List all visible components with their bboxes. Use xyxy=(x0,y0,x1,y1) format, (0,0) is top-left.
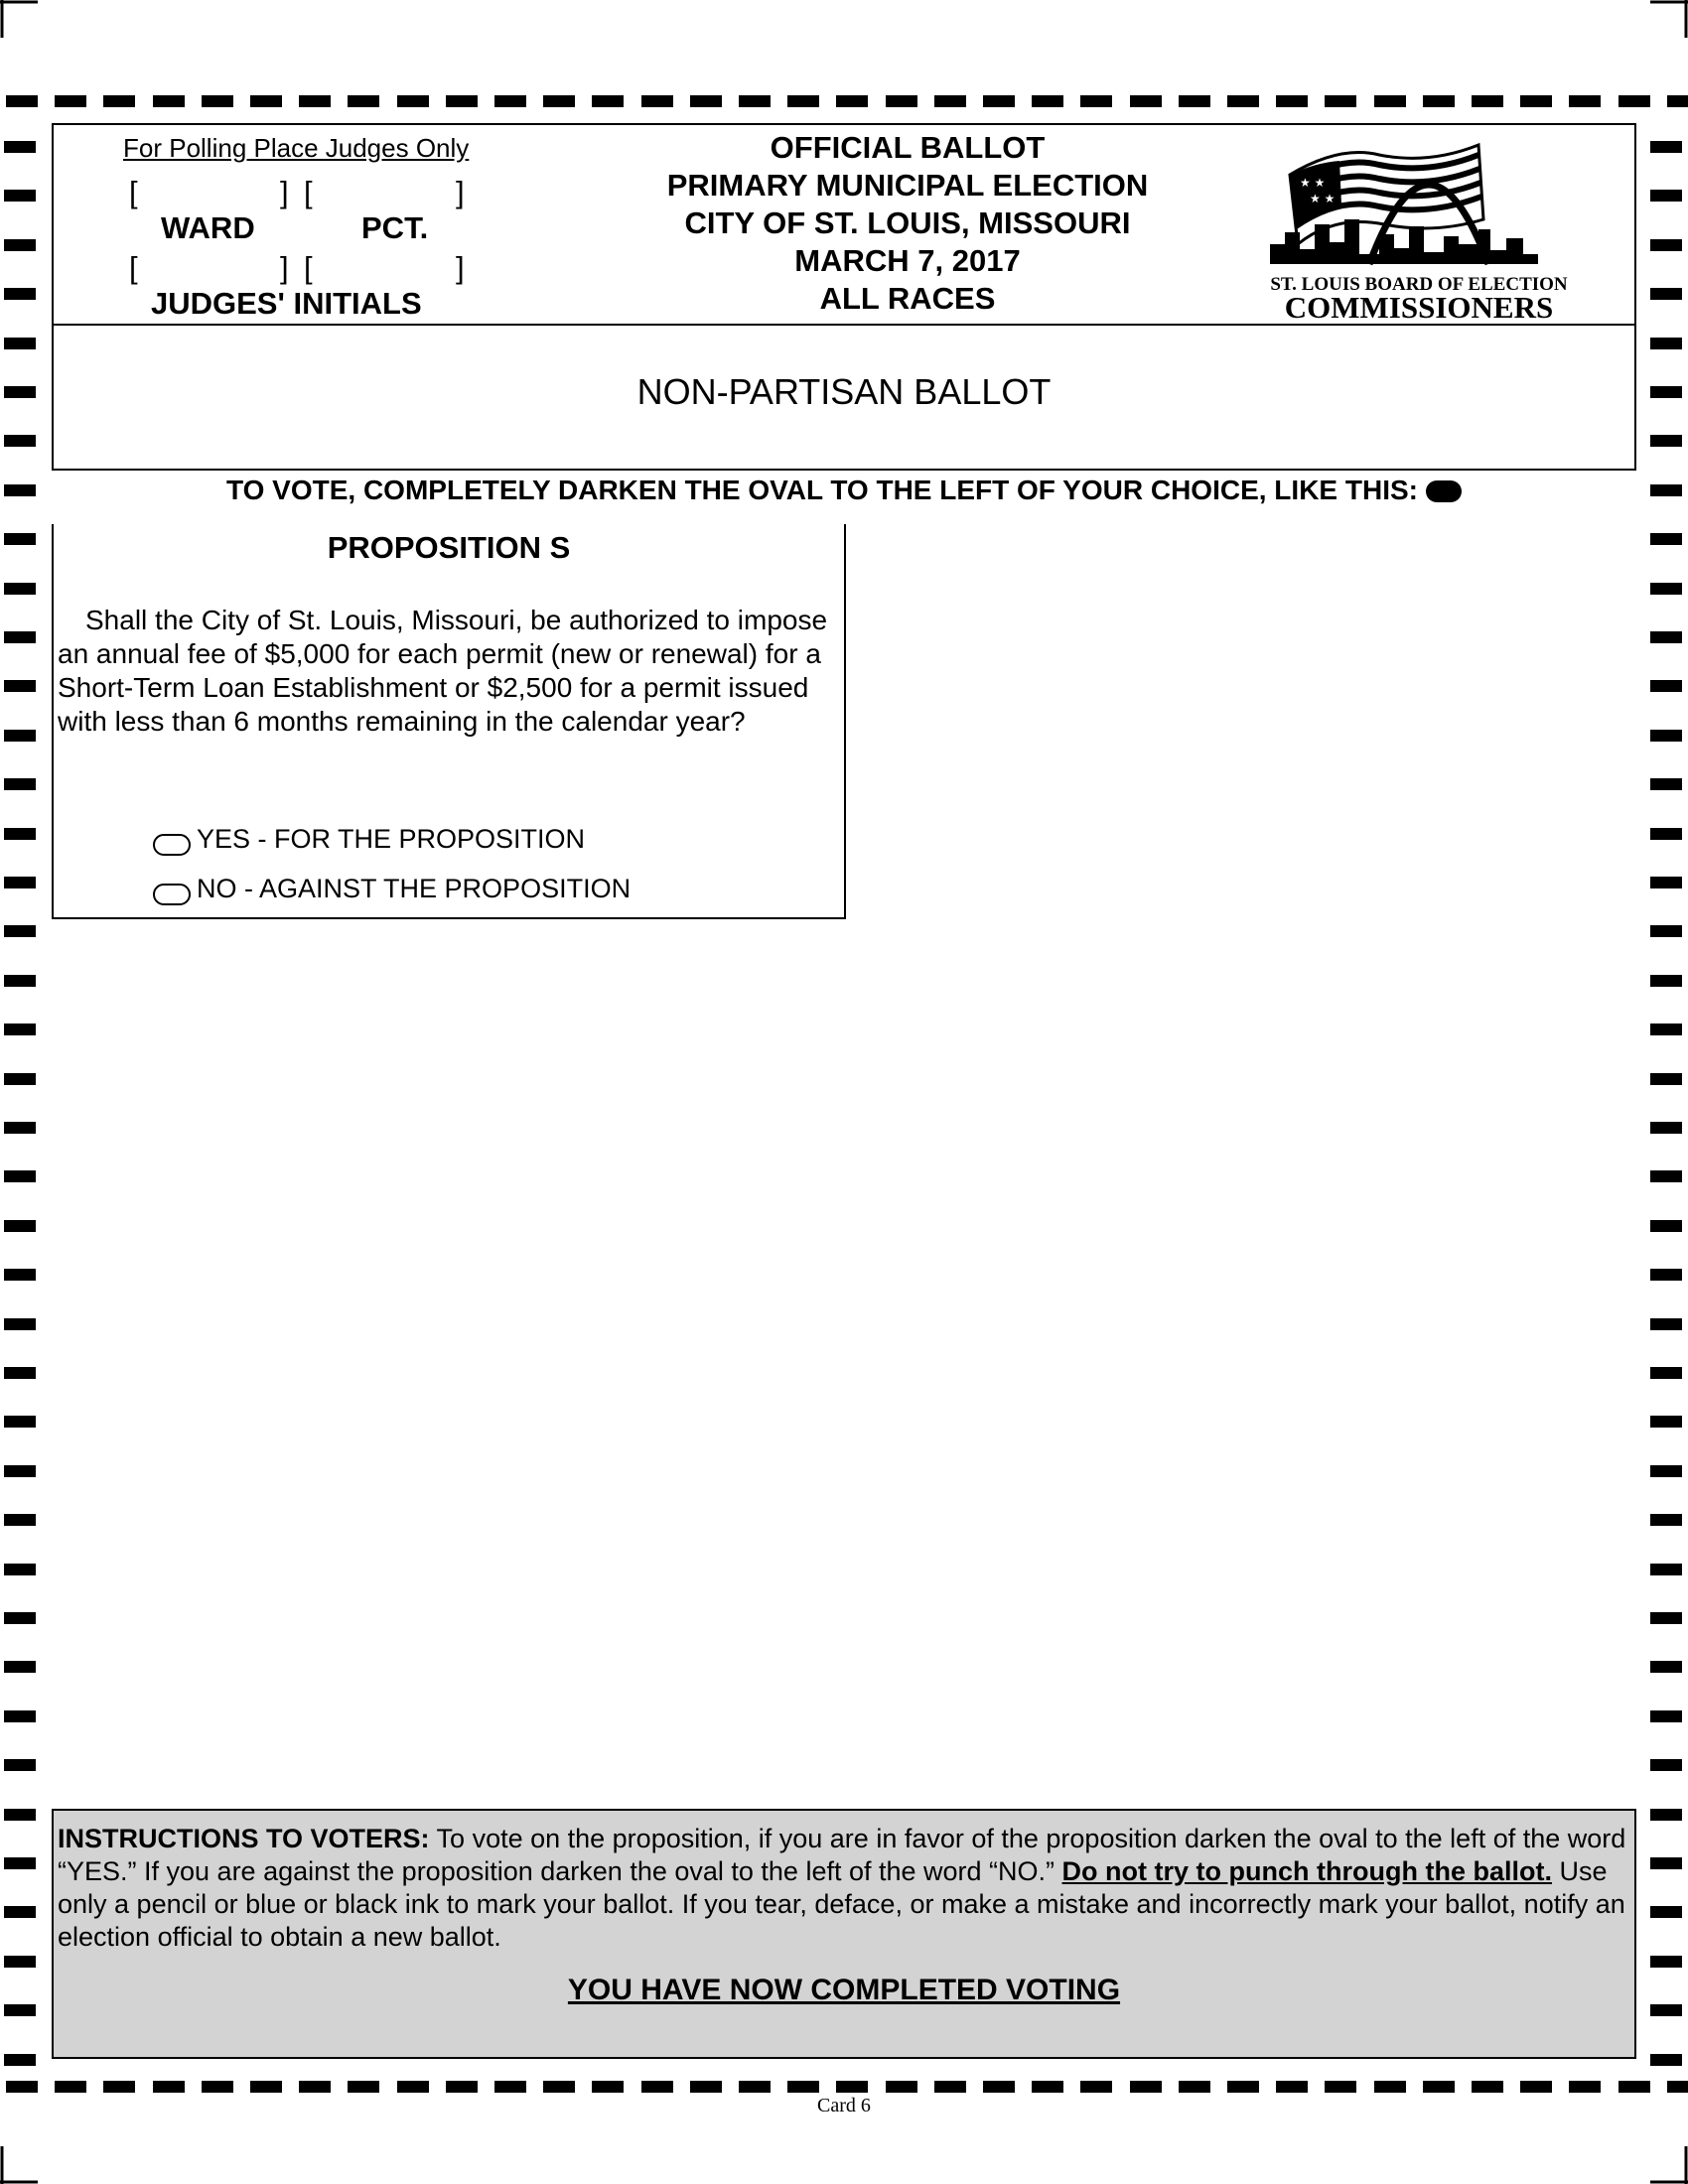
choice-no[interactable] xyxy=(153,874,631,905)
title-line-5: ALL RACES xyxy=(819,281,996,316)
choice-yes[interactable] xyxy=(153,824,585,856)
timing-mark xyxy=(836,95,868,107)
timing-mark xyxy=(1618,2081,1650,2093)
timing-mark xyxy=(1423,2081,1455,2093)
timing-mark xyxy=(4,1514,36,1526)
timing-mark xyxy=(1650,1564,1682,1575)
ballot-header: For Polling Place Judges Only [ ] [ ] WARD PCT. [ ] [ ] JUDGES' INITIALS OFFICIAL BALLOT PRIMARY MUNICIPAL ELECTION CITY OF ST. LOUIS, MISSOURI MARCH 7, 2017 ALL RACES ★ ★ ★ ★ ST. LOUIS BOARD OF ELECTION COMMISSIONERS NON-PARTISAN BALLOT xyxy=(52,123,1636,471)
timing-mark xyxy=(1650,1514,1682,1526)
timing-mark xyxy=(4,1416,36,1428)
filled-oval-example-icon xyxy=(1426,480,1462,502)
timing-mark xyxy=(446,2081,478,2093)
timing-mark xyxy=(202,2081,233,2093)
timing-mark xyxy=(1650,1170,1682,1182)
timing-mark xyxy=(1650,435,1682,447)
timing-mark xyxy=(787,95,819,107)
timing-mark xyxy=(1650,680,1682,692)
proposition-title: PROPOSITION S xyxy=(327,530,571,565)
timing-mark xyxy=(1650,925,1682,937)
timing-mark xyxy=(1179,95,1210,107)
timing-mark xyxy=(1032,2081,1063,2093)
title-line-2: PRIMARY MUNICIPAL ELECTION xyxy=(666,168,1149,203)
timing-mark xyxy=(397,2081,429,2093)
timing-mark xyxy=(1650,190,1682,202)
timing-mark xyxy=(1667,2081,1688,2093)
timing-mark xyxy=(4,288,36,300)
timing-mark xyxy=(1130,95,1162,107)
timing-mark xyxy=(1227,2081,1259,2093)
timing-mark xyxy=(1650,1906,1682,1918)
timing-mark xyxy=(1650,1710,1682,1722)
timing-mark xyxy=(1650,1073,1682,1085)
timing-mark xyxy=(1667,95,1688,107)
timing-mark xyxy=(1374,95,1406,107)
timing-marks-top xyxy=(0,95,1688,107)
logo-text-line-2: COMMISSIONERS xyxy=(1284,290,1554,324)
timing-mark xyxy=(1650,2004,1682,2016)
timing-mark xyxy=(1650,141,1682,153)
timing-mark xyxy=(934,95,966,107)
timing-mark xyxy=(1325,95,1356,107)
timing-mark xyxy=(1650,386,1682,398)
timing-mark xyxy=(6,95,38,107)
timing-mark xyxy=(4,1809,36,1821)
completed-voting-message: YOU HAVE NOW COMPLETED VOTING xyxy=(567,1974,1121,2006)
timing-mark xyxy=(4,631,36,643)
timing-mark xyxy=(1227,95,1259,107)
timing-mark xyxy=(4,1857,36,1869)
timing-mark xyxy=(1520,95,1552,107)
timing-mark xyxy=(348,2081,379,2093)
timing-mark xyxy=(4,680,36,692)
timing-mark xyxy=(299,95,331,107)
timing-mark xyxy=(4,1122,36,1134)
timing-mark xyxy=(348,95,379,107)
timing-mark xyxy=(1650,2054,1682,2066)
timing-mark xyxy=(690,95,722,107)
timing-mark xyxy=(1032,95,1063,107)
timing-mark xyxy=(1472,2081,1503,2093)
timing-mark xyxy=(787,2081,819,2093)
timing-mark xyxy=(1650,1661,1682,1673)
timing-mark xyxy=(4,778,36,790)
timing-mark xyxy=(4,1170,36,1182)
timing-mark xyxy=(1650,1318,1682,1330)
timing-mark xyxy=(4,190,36,202)
timing-mark xyxy=(1650,1857,1682,1869)
timing-mark xyxy=(4,1318,36,1330)
timing-mark xyxy=(886,95,917,107)
timing-mark xyxy=(1276,95,1308,107)
timing-mark xyxy=(299,2081,331,2093)
timing-marks-left xyxy=(0,129,40,2075)
timing-mark xyxy=(886,2081,917,2093)
timing-mark xyxy=(4,386,36,398)
svg-text:★ ★: ★ ★ xyxy=(1310,192,1336,205)
timing-mark xyxy=(1650,583,1682,595)
timing-mark xyxy=(4,1956,36,1968)
timing-mark xyxy=(739,95,771,107)
card-label: Card 6 xyxy=(817,2095,871,2116)
vote-oval-yes[interactable] xyxy=(153,834,191,856)
timing-mark xyxy=(397,95,429,107)
timing-mark xyxy=(4,1073,36,1085)
timing-mark xyxy=(4,435,36,447)
timing-mark xyxy=(1569,95,1601,107)
timing-mark xyxy=(4,730,36,742)
timing-mark xyxy=(1325,2081,1356,2093)
timing-mark xyxy=(4,533,36,545)
timing-mark xyxy=(1423,95,1455,107)
timing-mark xyxy=(494,95,526,107)
crop-mark-top-left xyxy=(0,0,40,40)
timing-mark xyxy=(543,95,575,107)
timing-mark xyxy=(1520,2081,1552,2093)
timing-mark xyxy=(1276,2081,1308,2093)
timing-mark xyxy=(153,95,185,107)
proposition-question: Shall the City of St. Louis, Missouri, be authorized to impose an annual fee of $5,000 for each permit (new or renewal) for a Short-Term Loan Establishment or $2,500 for a permit issued with less than 6 months remaining in the calendar year? xyxy=(58,605,828,737)
timing-mark xyxy=(4,1024,36,1035)
timing-mark xyxy=(4,975,36,987)
timing-mark xyxy=(4,1710,36,1722)
vote-instruction-text: TO VOTE, COMPLETELY DARKEN THE OVAL TO THE LEFT OF YOUR CHOICE, LIKE THIS: xyxy=(226,475,1418,505)
timing-mark xyxy=(1650,1220,1682,1232)
timing-mark xyxy=(1650,730,1682,742)
title-line-1: OFFICIAL BALLOT xyxy=(770,130,1046,165)
pct-label: PCT. xyxy=(361,210,429,245)
timing-mark xyxy=(4,239,36,251)
timing-mark xyxy=(4,1367,36,1379)
timing-mark xyxy=(1650,484,1682,496)
timing-mark xyxy=(641,95,673,107)
timing-mark xyxy=(1569,2081,1601,2093)
timing-mark xyxy=(1650,338,1682,349)
timing-mark xyxy=(1650,877,1682,888)
title-line-3: CITY OF ST. LOUIS, MISSOURI xyxy=(684,205,1131,240)
timing-mark xyxy=(4,1564,36,1575)
timing-mark xyxy=(1650,1956,1682,1968)
crop-mark-bottom-left xyxy=(0,2144,40,2184)
judges-initials-label: JUDGES' INITIALS xyxy=(151,286,422,321)
timing-mark xyxy=(4,2054,36,2066)
crop-mark-top-right xyxy=(1648,0,1688,40)
timing-mark xyxy=(4,877,36,888)
timing-mark xyxy=(4,338,36,349)
instructions-body-2: Use only a pencil or blue or black ink to mark your ballot. If you tear, deface, or make a mistake and incorrectly mark your ballot, notify an election official to obtain a new ballot. xyxy=(58,1856,1625,1952)
election-board-logo xyxy=(1230,125,1608,324)
timing-mark xyxy=(1650,1759,1682,1771)
timing-mark xyxy=(6,2081,38,2093)
timing-mark xyxy=(1080,2081,1112,2093)
timing-mark xyxy=(836,2081,868,2093)
timing-mark xyxy=(4,1269,36,1281)
timing-mark xyxy=(1650,828,1682,840)
timing-mark xyxy=(4,141,36,153)
timing-mark xyxy=(4,828,36,840)
timing-mark xyxy=(250,2081,282,2093)
timing-mark xyxy=(592,2081,624,2093)
timing-mark xyxy=(103,95,135,107)
timing-mark xyxy=(4,583,36,595)
timing-mark xyxy=(934,2081,966,2093)
timing-mark xyxy=(4,1220,36,1232)
timing-mark xyxy=(983,95,1015,107)
timing-mark xyxy=(494,2081,526,2093)
logo-text-line-1: ST. LOUIS BOARD OF ELECTION xyxy=(1270,274,1568,295)
vote-oval-no[interactable] xyxy=(153,884,191,905)
timing-mark xyxy=(153,2081,185,2093)
timing-mark xyxy=(1650,239,1682,251)
timing-mark xyxy=(690,2081,722,2093)
proposition-contest xyxy=(52,524,846,919)
timing-mark xyxy=(592,95,624,107)
timing-mark xyxy=(1374,2081,1406,2093)
timing-mark xyxy=(739,2081,771,2093)
choice-no-label: NO - AGAINST THE PROPOSITION xyxy=(197,874,632,903)
instructions-warning: Do not try to punch through the ballot. xyxy=(1061,1856,1552,1886)
proposition-text xyxy=(58,604,842,739)
instructions-text xyxy=(58,1823,1632,1954)
judges-label: For Polling Place Judges Only xyxy=(123,133,470,163)
choice-yes-label: YES - FOR THE PROPOSITION xyxy=(197,824,586,854)
timing-mark xyxy=(4,1759,36,1771)
timing-mark xyxy=(4,1612,36,1624)
timing-marks-bottom xyxy=(0,2081,1688,2093)
timing-mark xyxy=(4,925,36,937)
timing-marks-right xyxy=(1646,129,1686,2075)
timing-mark xyxy=(1650,1269,1682,1281)
timing-mark xyxy=(1179,2081,1210,2093)
ballot-title xyxy=(530,129,1285,318)
timing-mark xyxy=(1650,288,1682,300)
instructions-to-voters xyxy=(52,1809,1636,2059)
crop-mark-bottom-right xyxy=(1648,2144,1688,2184)
timing-mark xyxy=(983,2081,1015,2093)
timing-mark xyxy=(250,95,282,107)
timing-mark xyxy=(4,2004,36,2016)
timing-mark xyxy=(543,2081,575,2093)
instructions-body-1: To vote on the proposition, if you are in favor of the proposition darken the oval to the left of the word “YES.” If you are against the proposition darken the oval to the left of the word “NO.” xyxy=(58,1824,1626,1886)
timing-mark xyxy=(1080,95,1112,107)
timing-mark xyxy=(446,95,478,107)
header-divider xyxy=(54,324,1634,326)
timing-mark xyxy=(1650,1122,1682,1134)
vote-instruction xyxy=(52,475,1636,506)
ballot-type: NON-PARTISAN BALLOT xyxy=(636,371,1052,412)
timing-mark xyxy=(1650,1367,1682,1379)
timing-mark xyxy=(4,1465,36,1477)
timing-mark xyxy=(1650,533,1682,545)
timing-mark xyxy=(1650,1809,1682,1821)
timing-mark xyxy=(4,484,36,496)
timing-mark xyxy=(4,1906,36,1918)
title-line-4: MARCH 7, 2017 xyxy=(794,243,1021,278)
timing-mark xyxy=(55,2081,86,2093)
timing-mark xyxy=(1650,1024,1682,1035)
ward-label: WARD xyxy=(161,210,255,245)
timing-mark xyxy=(1650,778,1682,790)
timing-mark xyxy=(641,2081,673,2093)
timing-mark xyxy=(103,2081,135,2093)
timing-mark xyxy=(1130,2081,1162,2093)
timing-mark xyxy=(1650,631,1682,643)
timing-mark xyxy=(4,1661,36,1673)
instructions-heading: INSTRUCTIONS TO VOTERS: xyxy=(58,1824,430,1853)
timing-mark xyxy=(1650,1465,1682,1477)
timing-mark xyxy=(1472,95,1503,107)
timing-mark xyxy=(55,95,86,107)
timing-mark xyxy=(1618,95,1650,107)
timing-mark xyxy=(1650,1416,1682,1428)
timing-mark xyxy=(1650,1612,1682,1624)
svg-text:★ ★: ★ ★ xyxy=(1300,176,1326,190)
timing-mark xyxy=(202,95,233,107)
timing-mark xyxy=(1650,975,1682,987)
